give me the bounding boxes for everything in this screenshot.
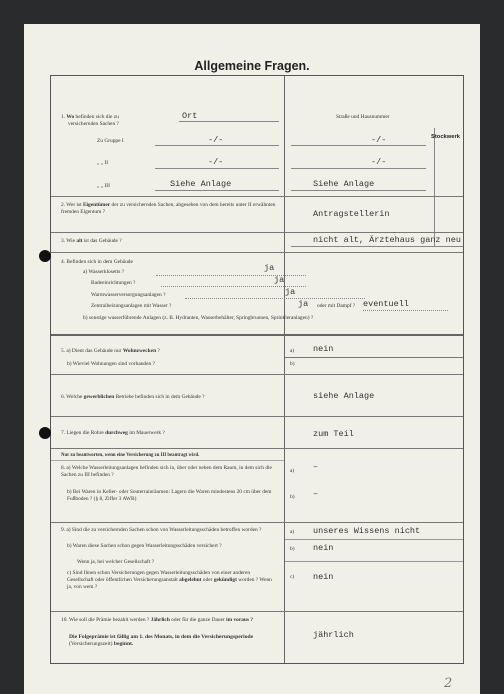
q5-a: 5. a) Dient das Gebäude nur Wohnzwecken ? [61,348,160,354]
q9-a: 9. a) Sind die zu versichernden Sachen schon von Wasserleitungsschäden betroffen worden ? [61,527,262,533]
q8-note: Nur zu beantworten, wenn eine Versicherung zu III beantragt wird. [61,453,200,458]
q8-a: 8. a) Welche Wasserleitungsanlagen befinden sich in, über oder neben dem Raum, in dem sich die Sachen zu III befinden ? [61,465,272,478]
q4-dampf: oder mit Dampf ? [317,303,356,309]
q4-wasserklosetts: a) Wasserklosetts ? [83,269,125,275]
q1-ditto-1: -/- [208,135,224,145]
punch-hole-bottom [39,427,51,439]
column-divider [284,76,285,663]
q8-label-a: a) [290,468,295,474]
q8-label-b: b) [290,494,295,500]
q1-siehe-anlage-2: Siehe Anlage [313,179,375,189]
q1-ditto-street-2: -/- [371,157,387,167]
q1-gruppe1: Zu Gruppe I [97,138,124,144]
q4-sonstige: b) sonstige wasserführende Anlagen (z. B. Hydranten, Wasserbehälter, Springbrunnen, Sprinkleranlagen) ? [83,315,314,321]
q9-b2: Wenn ja, bei welcher Gesellschaft ? [77,559,155,565]
q1-ditto-street-1: -/- [371,135,387,145]
q5-b: b) Wieviel Wohnungen sind vorhanden ? [67,361,155,367]
q4-zentralheizung: Zentralheizungsanlagen mit Wasser ? [91,303,172,309]
q2-text: 2. Wer ist Eigentümer der zu versichernden Sachen, abgesehen von dem bereits unter II erwähnten fremden Eigentum ? [61,202,276,215]
q9-answer-c: nein [313,572,334,582]
page-mark: 2 [444,676,453,691]
q8-answer-a: – [313,462,319,472]
questionnaire-table [50,75,464,664]
q10-text: 10. Wie soll die Prämie bezahlt werden ? Jährlich oder für die ganze Dauer im voraus ? [61,617,254,623]
q4-ja-3: ja [285,287,296,297]
q4-ja-2: ja [274,275,285,285]
q8-b: b) Bei Waren in Keller- oder Souterrainräumen: Lagern die Waren mindestens 20 cm über dem Fußboden ? (§ 8, Ziffer 3 AWB) [67,489,272,502]
q1-gruppe2: „ „ II [97,160,109,166]
q7-text: 7. Liegen die Rohre durchweg im Mauerwerk ? [61,430,165,436]
q2-answer: Antragstellerin [313,209,390,219]
q1-ort: Ort [182,111,198,121]
q10-note: Die Folgeprämie ist fällig am 1. des Monats, in dem die Versicherungsperiode (Versicherungszeit) beginnt. [69,634,254,647]
q9-answer-a: unseres Wissens nicht [313,526,421,536]
q1-label: 1. Wo befinden sich die zu [61,114,119,120]
q1-siehe-anlage-1: Siehe Anlage [170,179,232,189]
q4-ja-4: ja [298,299,309,309]
q4-bad: Badeeinrichtungen ? [91,280,136,286]
q9-label-b: b) [290,546,295,552]
q1-ditto-2: -/- [208,157,224,167]
q4-ja-1: ja [264,263,275,273]
q5-label-a: a) [290,348,295,354]
q9-label-a: a) [290,529,295,535]
q3-text: 3. Wie alt ist das Gebäude ? [61,238,122,244]
q1-gruppe3: „ „ III [97,183,110,189]
q8-answer-b: – [313,489,319,499]
q1-label-line2: versichernden Sachen ? [68,121,119,127]
stock-divider [434,128,435,246]
q4-eventuell: eventuell [363,299,409,309]
q9-c: c) Sind Ihnen schon Versicherungen gegen Wasserleitungsschäden von einer anderen Gesellschaft oder öffentlichen Versicherungsanstalt abgelehnt oder gekündigt worden ? Wenn ja, von wem ? [67,570,272,590]
q4-intro: 4. Befinden sich in dem Gebäude [61,259,133,265]
q4-warmwasser: Warmwasserversorgungsanlagen ? [91,292,166,298]
q9-label-c: c) [290,574,295,580]
q10-answer: jährlich [313,630,354,640]
q6-text: 6. Welche gewerblichen Betriebe befinden sich in dem Gebäude ? [61,394,205,400]
document-page [24,24,480,694]
stock-header: Stockwerk [431,134,460,140]
q1-column-header: Straße und Hausnummer [336,114,390,120]
q9-answer-b: nein [313,543,334,553]
page-title: Allgemeine Fragen. [194,59,310,73]
q3-answer: nicht alt, Ärztehaus ganz neu [313,235,461,245]
q9-b1: b) Waren diese Sachen schon gegen Wasserleitungsschäden versichert ? [67,543,222,549]
q7-answer: zum Teil [313,429,354,439]
q5-answer: nein [313,344,334,354]
punch-hole-top [39,250,51,262]
q6-answer: siehe Anlage [313,391,375,401]
q5-label-b: b) [290,361,295,367]
